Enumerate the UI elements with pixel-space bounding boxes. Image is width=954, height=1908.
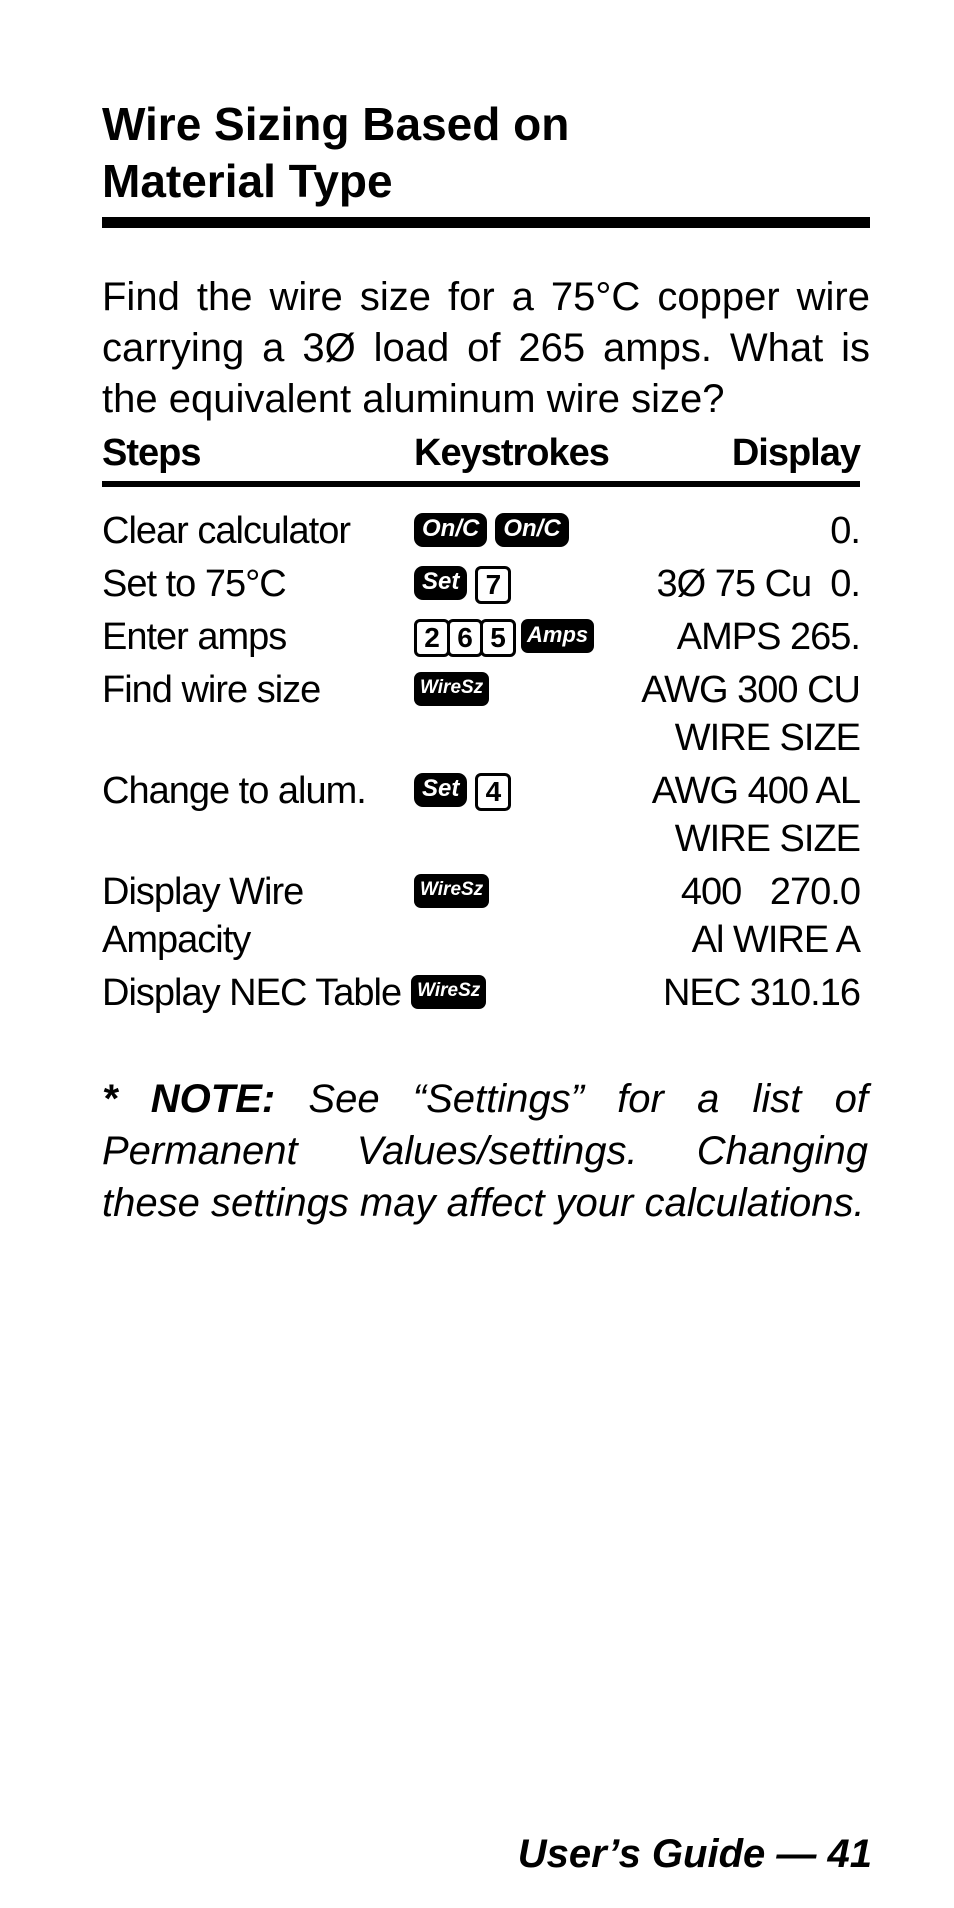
keystrokes — [414, 560, 634, 608]
display-value — [634, 868, 860, 964]
step-label: Set to 75°C — [102, 563, 286, 605]
step-label: Change to alum. — [102, 770, 366, 812]
display-value — [634, 767, 860, 863]
note-text: See “Settings” for a list of Permanent Values/settings. Changing these settings may affect your calculations. — [102, 1077, 868, 1225]
digit-4-key: 4 — [475, 773, 511, 811]
set-key: Set — [414, 566, 467, 600]
page-title — [102, 96, 870, 210]
set-key: Set — [414, 773, 467, 807]
table-row — [102, 507, 860, 555]
table-row — [102, 868, 860, 964]
table-row — [102, 969, 860, 1017]
display-value — [634, 507, 860, 555]
on-c-key: On/C — [414, 513, 487, 547]
amps-key: Amps — [521, 619, 594, 653]
page-content — [102, 96, 870, 1269]
keystrokes — [414, 666, 634, 762]
intro-paragraph: Find the wire size for a 75°C copper wire carrying a 3Ø load of 265 amps. What is the equivalent aluminum wire size? — [102, 275, 870, 421]
display-line: 400 270.0 — [680, 871, 860, 913]
title-divider — [102, 217, 870, 228]
table-row — [102, 767, 860, 863]
step-label: Enter amps — [102, 616, 287, 658]
header-display: Display — [731, 432, 860, 474]
digit-2-key: 2 — [414, 619, 450, 657]
keystrokes — [414, 507, 634, 555]
digit-keys — [414, 619, 513, 657]
display-line: WIRE SIZE — [674, 717, 860, 759]
step-label-text: Display NEC Table — [102, 972, 402, 1014]
step-label: Display Wire Ampacity — [102, 871, 304, 961]
note-paragraph — [102, 1073, 868, 1229]
table-row — [102, 666, 860, 762]
step-label: Find wire size — [102, 669, 321, 711]
table-header — [102, 431, 860, 481]
keystrokes — [414, 767, 634, 863]
wiresz-key: WireSz — [414, 874, 489, 908]
display-line: 0. — [830, 510, 860, 552]
display-line: NEC 310.16 — [662, 972, 860, 1014]
steps-table — [102, 431, 860, 1017]
header-divider — [102, 481, 860, 487]
keystrokes — [414, 868, 634, 964]
wiresz-key: WireSz — [411, 975, 486, 1009]
wiresz-key: WireSz — [414, 672, 489, 706]
display-line: Al WIRE A — [691, 919, 860, 961]
page-footer: User’s Guide — 41 — [517, 1832, 872, 1876]
display-line: WIRE SIZE — [674, 818, 860, 860]
display-line: AMPS 265. — [676, 616, 860, 658]
keystrokes — [414, 613, 634, 661]
display-line: 3Ø 75 Cu 0. — [656, 563, 860, 605]
display-value — [634, 560, 860, 608]
display-value — [634, 666, 860, 762]
on-c-key: On/C — [495, 513, 568, 547]
digit-5-key: 5 — [480, 619, 516, 657]
display-line: AWG 300 CU — [641, 669, 860, 711]
table-row — [102, 613, 860, 661]
note-label: * NOTE: — [102, 1077, 276, 1121]
display-value — [634, 613, 860, 661]
display-line: AWG 400 AL — [651, 770, 860, 812]
digit-7-key: 7 — [475, 566, 511, 604]
step-label — [102, 969, 486, 1017]
title-line-2: Material Type — [102, 155, 393, 207]
header-steps: Steps — [102, 432, 201, 474]
step-label: Clear calculator — [102, 510, 350, 552]
table-row — [102, 560, 860, 608]
display-value — [486, 969, 860, 1017]
digit-6-key: 6 — [447, 619, 483, 657]
header-keystrokes: Keystrokes — [414, 432, 609, 474]
title-line-1: Wire Sizing Based on — [102, 98, 570, 150]
